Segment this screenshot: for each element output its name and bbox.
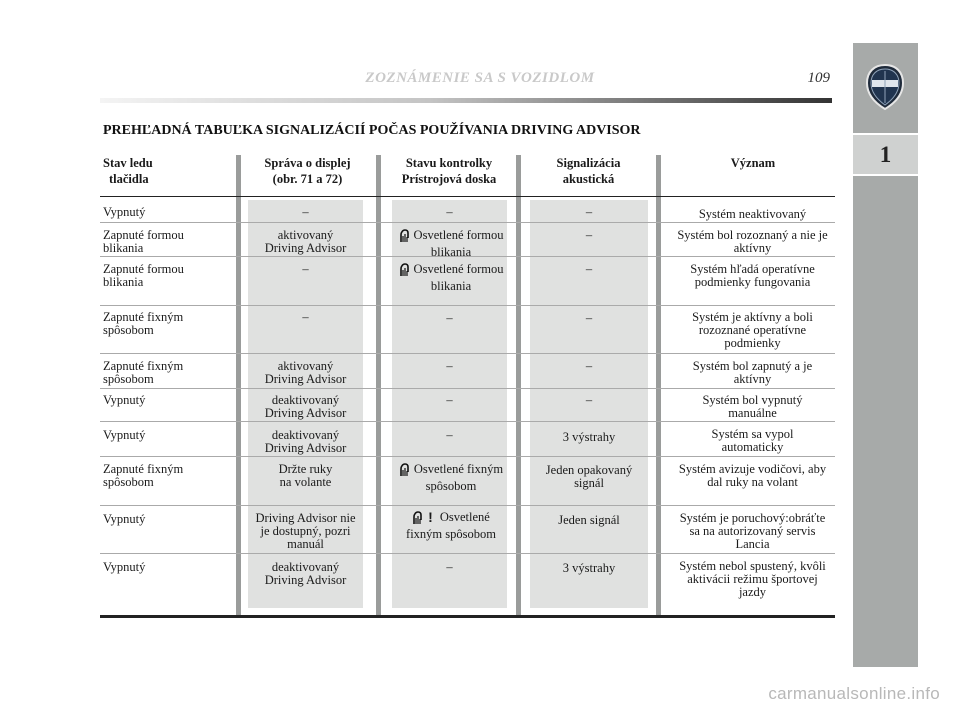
column-separator <box>376 155 381 615</box>
column-separator <box>656 155 661 615</box>
steering-hands-failure-lamp-icon <box>412 511 423 525</box>
cell-display-message: – <box>302 262 309 276</box>
cell-warning-lamp: – <box>446 359 453 373</box>
cell-led-state: Zapnuté fixným spôsobom <box>103 310 184 337</box>
cell-meaning: Systém hľadá operatívne podmienky fungovania <box>690 262 815 289</box>
cell-warning-lamp: Osvetlené formou blikania <box>392 229 510 259</box>
cell-warning-lamp: – <box>446 311 453 325</box>
cell-warning-lamp: ! Osvetlené fixným spôsobom <box>406 509 496 541</box>
cell-acoustic-signal: 3 výstrahy <box>562 430 616 444</box>
row-divider <box>100 222 835 223</box>
cell-led-state: Zapnuté formou blikania <box>103 228 184 255</box>
cell-warning-lamp: – <box>446 560 453 574</box>
cell-display-message: Držte ruky na volante <box>278 462 333 489</box>
exclamation-icon: ! <box>428 509 433 525</box>
header-display-message: Správa o displej (obr. 71 a 72) <box>264 156 351 186</box>
lancia-logo-icon <box>865 63 905 111</box>
header-underline <box>100 196 835 197</box>
cell-acoustic-signal: – <box>585 359 593 373</box>
header-led-state: Stav ledu tlačidla <box>103 156 153 186</box>
chapter-sidebar <box>853 43 918 667</box>
cell-display-message: aktivovaný Driving Advisor <box>264 228 347 255</box>
cell-warning-lamp: – <box>446 428 453 442</box>
header-acoustic-signal: Signalizácia akustická <box>556 156 621 186</box>
cell-warning-lamp: Osvetlené fixným spôsobom <box>392 463 510 493</box>
row-divider <box>100 553 835 554</box>
cell-meaning: Systém je aktívny a boli rozoznané operatívne podmienky <box>692 310 813 350</box>
cell-warning-lamp: – <box>446 205 453 219</box>
column-separator <box>516 155 521 615</box>
watermark: carmanualsonline.info <box>768 684 940 703</box>
steering-hands-lamp-icon <box>399 263 410 277</box>
cell-led-state: Vypnutý <box>103 428 146 442</box>
cell-meaning: Systém avizuje vodičovi, aby dal ruky na volant <box>678 462 827 489</box>
cell-acoustic-signal: – <box>585 393 593 407</box>
row-divider <box>100 305 835 306</box>
cell-meaning: Systém neaktivovaný <box>698 207 807 221</box>
steering-hands-lamp-icon <box>399 229 410 243</box>
cell-warning-lamp: Osvetlené formou blikania <box>392 263 510 293</box>
cell-acoustic-signal: Jeden signál <box>558 513 620 527</box>
row-divider <box>100 421 835 422</box>
cell-display-message: deaktivovaný Driving Advisor <box>264 560 347 587</box>
cell-display-message: – <box>302 205 309 219</box>
logo-cell <box>853 43 918 133</box>
cell-display-message: deaktivovaný Driving Advisor <box>264 393 347 420</box>
chapter-number: 1 <box>853 133 918 176</box>
cell-meaning: Systém je poruchový:obráťte sa na autorizovaný servis Lancia <box>679 511 826 551</box>
cell-acoustic-signal: Jeden opakovaný signál <box>545 463 633 490</box>
cell-meaning: Systém bol vypnutý manuálne <box>702 393 803 420</box>
cell-display-message: Driving Advisor nie je dostupný, pozri manuál <box>255 511 356 551</box>
table-bottom-rule <box>100 615 835 618</box>
cell-acoustic-signal: – <box>585 311 593 325</box>
column-separator <box>236 155 241 615</box>
cell-led-state: Zapnuté formou blikania <box>103 262 184 289</box>
header-meaning: Význam <box>730 156 776 170</box>
cell-led-state: Vypnutý <box>103 560 146 574</box>
cell-led-state: Vypnutý <box>103 393 146 407</box>
cell-warning-lamp: – <box>446 393 453 407</box>
header-rule <box>100 98 832 103</box>
header-warning-lamp: Stavu kontrolky Prístrojová doska <box>401 156 497 186</box>
cell-meaning: Systém bol zapnutý a je aktívny <box>692 359 813 386</box>
table-title: PREHĽADNÁ TABUĽKA SIGNALIZÁCIÍ POČAS POUŽÍVANIA DRIVING ADVISOR <box>103 123 641 138</box>
steering-hands-lamp-icon <box>399 463 410 477</box>
cell-display-message: – <box>302 310 309 324</box>
cell-meaning: Systém bol rozoznaný a nie je aktívny <box>677 228 828 255</box>
cell-led-state: Zapnuté fixným spôsobom <box>103 462 184 489</box>
cell-led-state: Vypnutý <box>103 512 146 526</box>
cell-acoustic-signal: – <box>585 262 593 276</box>
cell-led-state: Vypnutý <box>103 205 146 219</box>
cell-acoustic-signal: – <box>585 228 593 242</box>
cell-display-message: deaktivovaný Driving Advisor <box>264 428 347 455</box>
cell-meaning: Systém sa vypol automaticky <box>711 427 794 454</box>
cell-led-state: Zapnuté fixným spôsobom <box>103 359 184 386</box>
page-number: 109 <box>807 70 830 86</box>
cell-meaning: Systém nebol spustený, kvôli aktivácii režimu športovej jazdy <box>679 559 826 599</box>
row-divider <box>100 456 835 457</box>
running-header-title: ZOZNÁMENIE SA S VOZIDLOM <box>365 70 595 86</box>
cell-acoustic-signal: – <box>585 205 593 219</box>
row-divider <box>100 388 835 389</box>
row-divider <box>100 353 835 354</box>
cell-display-message: aktivovaný Driving Advisor <box>264 359 347 386</box>
cell-acoustic-signal: 3 výstrahy <box>562 561 616 575</box>
row-divider <box>100 505 835 506</box>
